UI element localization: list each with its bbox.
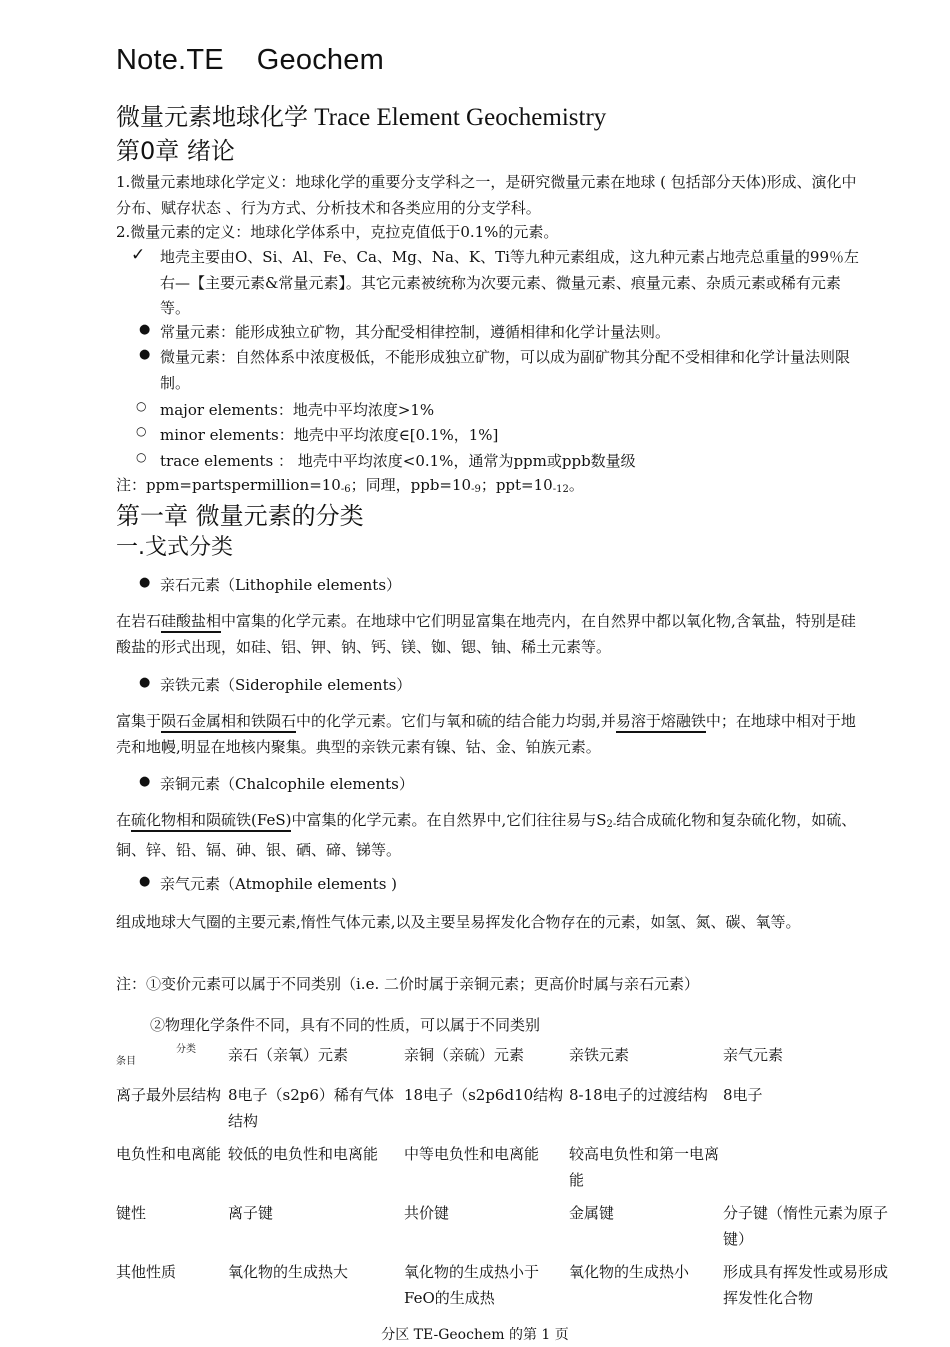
hollow-circle-icon: ○ — [136, 424, 147, 438]
section-heading: 一.戈式分类 — [116, 535, 233, 560]
table-cell: 中等电负性和电离能 — [404, 1145, 540, 1163]
table-row — [116, 1075, 906, 1134]
circle-item-trace: trace elements ： 地壳中平均浓度<0.1%，通常为ppm或ppb数量级 — [160, 452, 636, 470]
bullet-dot-icon: ● — [139, 575, 151, 590]
page-title-en: Trace Element Geochemistry — [308, 104, 607, 131]
table-row-label: 电负性和电离能 — [116, 1145, 222, 1163]
circle-item-major: major elements：地壳中平均浓度>1% — [160, 401, 435, 419]
page-title — [116, 97, 606, 132]
table-row-label: 离子最外层结构 — [116, 1086, 222, 1104]
classification-table — [116, 1043, 906, 1311]
table-row-label: 键性 — [116, 1204, 147, 1222]
table-corner-cell: 分类 条目 — [116, 1044, 196, 1067]
siderophile-paragraph: 富集于陨石金属相和铁陨石中的化学元素。它们与氧和硫的结合能力均弱,并易溶于熔融铁中；在地球中相对于地壳和地幔,明显在地核内聚集。典型的亲铁元素有镍、钴、金、铂族元素。 — [116, 712, 856, 756]
hollow-circle-icon: ○ — [136, 450, 147, 464]
bullet-dot-icon: ● — [139, 774, 151, 789]
table-header-cell: 亲石（亲氧）元素 — [228, 1046, 349, 1064]
table-header-cell: 亲铁元素 — [569, 1046, 630, 1064]
table-cell: 分子键（惰性元素为原子键） — [723, 1204, 889, 1248]
table-cell: 较高电负性和第一电离能 — [569, 1145, 720, 1189]
table-cell: 18电子（s2p6d10结构 — [404, 1086, 564, 1104]
table-row-label: 其他性质 — [116, 1263, 177, 1281]
table-cell: 8电子（s2p6）稀有气体结构 — [228, 1086, 394, 1130]
lithophile-paragraph: 在岩石硅酸盐相中富集的化学元素。在地球中它们明显富集在地壳内，在自然界中都以氧化物,含氧盐，特别是硅酸盐的形式出现，如硅、铝、钾、钠、钙、镁、铷、锶、铀、稀土元素等。 — [116, 612, 856, 656]
table-cell: 8-18电子的过渡结构 — [569, 1086, 708, 1104]
table-header-cell: 亲气元素 — [723, 1046, 784, 1064]
table-header-row — [116, 1043, 906, 1075]
table-cell: 8电子 — [723, 1086, 763, 1104]
lithophile-bullet: 亲石元素（Lithophile elements） — [160, 576, 402, 594]
table-cell: 氧化物的生成热小 — [569, 1263, 690, 1281]
siderophile-bullet: 亲铁元素（Siderophile elements） — [160, 676, 412, 694]
table-header-cell: 亲铜（亲硫）元素 — [404, 1046, 525, 1064]
bullet-item-trace: 微量元素：自然体系中浓度极低，不能形成独立矿物，可以成为副矿物其分配不受相律和化学计量法则限制。 — [160, 348, 851, 392]
bullet-dot-icon: ● — [139, 675, 151, 690]
table-cell: 共价键 — [404, 1204, 450, 1222]
bullet-dot-icon: ● — [139, 874, 151, 889]
chalcophile-paragraph: 在硫化物相和陨硫铁(FeS)中富集的化学元素。在自然界中,它们往往易与$S_{2-}$结合成硫化物和复杂硫化物，如硫、铜、锌、铅、镉、砷、银、硒、碲、锑等。 — [116, 811, 857, 859]
classification-note-1: 注：①变价元素可以属于不同类别（i.e. 二价时属于亲铜元素；更高价时属与亲石元素） — [116, 975, 699, 993]
check-icon: ✓ — [131, 245, 146, 265]
page-title-cn: 微量元素地球化学 — [116, 103, 308, 131]
table-cell — [723, 1134, 906, 1193]
definition-paragraph-2: 2.微量元素的定义：地球化学体系中，克拉克值低于0.1%的元素。 — [116, 223, 559, 241]
check-list-item: 地壳主要由O、Si、Al、Fe、Ca、Mg、Na、K、Ti等九种元素组成，这九种元素占地壳总重量的99％左右—【主要元素&常量元素】。其它元素被统称为次要元素、微量元素、痕量元素、杂质元素或稀有元素等。 — [160, 248, 860, 317]
circle-item-minor: minor elements：地壳中平均浓度∈[0.1%，1%] — [160, 426, 499, 444]
table-row — [116, 1193, 906, 1252]
bullet-dot-icon: ● — [139, 322, 151, 337]
chalcophile-bullet: 亲铜元素（Chalcophile elements） — [160, 775, 414, 793]
table-cell: 氧化物的生成热小于FeO的生成热 — [404, 1263, 540, 1307]
classification-note-2: ②物理化学条件不同，具有不同的性质，可以属于不同类别 — [150, 1016, 541, 1034]
table-cell: 形成具有挥发性或易形成挥发性化合物 — [723, 1263, 889, 1307]
table-cell: 氧化物的生成热大 — [228, 1263, 349, 1281]
table-cell: 金属键 — [569, 1204, 615, 1222]
hollow-circle-icon: ○ — [136, 399, 147, 413]
table-cell: 离子键 — [228, 1204, 274, 1222]
definition-paragraph-1: 1.微量元素地球化学定义：地球化学的重要分支学科之一，是研究微量元素在地球 ( 包括部分天体)形成、演化中分布、赋存状态 、行为方式、分析技术和各类应用的分支学科。 — [116, 173, 857, 217]
table-cell: 较低的电负性和电离能 — [228, 1145, 379, 1163]
units-note: 注：$ppm=partspermillion=10_{-6}$；同理，$ppb=10_{-9}$；$ppt=10_{-12}$。 — [116, 476, 584, 495]
note-title: Note.TE Geochem — [116, 44, 384, 76]
atmophile-bullet: 亲气元素（Atmophile elements ) — [160, 875, 398, 893]
chapter1-heading: 第一章 微量元素的分类 — [116, 502, 364, 530]
chapter0-heading: 第0章 绪论 — [116, 137, 235, 165]
page-footer: 分区 TE-Geochem 的第 1 页 — [381, 1327, 569, 1343]
table-row — [116, 1134, 906, 1193]
table-row — [116, 1252, 906, 1311]
bullet-dot-icon: ● — [139, 347, 151, 362]
atmophile-paragraph: 组成地球大气圈的主要元素,惰性气体元素,以及主要呈易挥发化合物存在的元素，如氢、氮、碳、氧等。 — [116, 913, 801, 931]
bullet-item-major: 常量元素：能形成独立矿物，其分配受相律控制，遵循相律和化学计量法则。 — [160, 323, 671, 341]
